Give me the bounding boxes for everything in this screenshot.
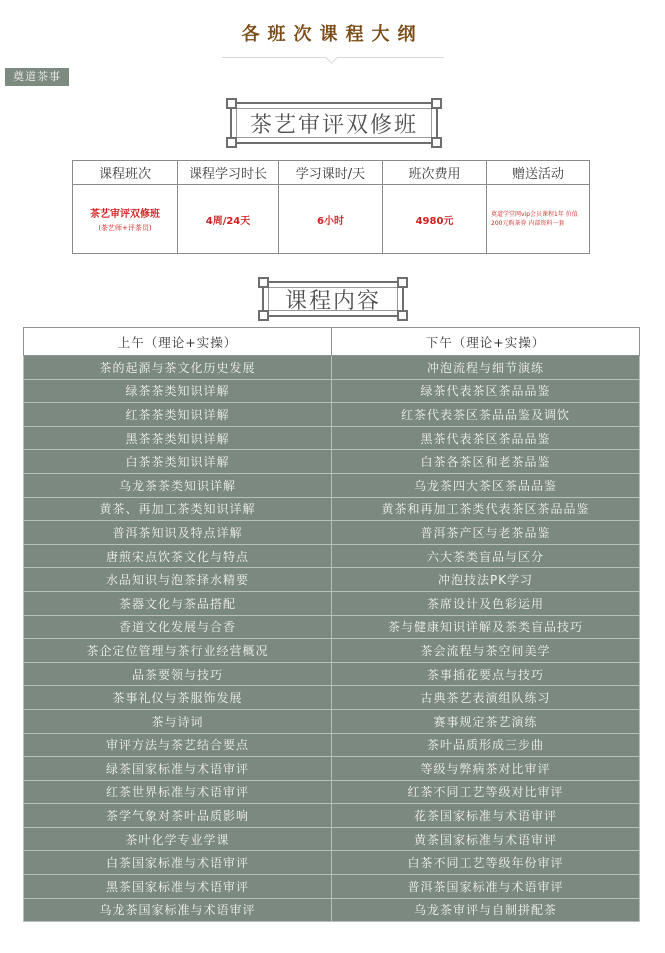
table-row	[24, 356, 640, 380]
title-divider	[222, 57, 444, 58]
class-summary-table	[72, 160, 590, 254]
col-header-duration: 课程学习时长	[178, 161, 279, 185]
cell-morning: 品茶要领与技巧	[24, 662, 332, 686]
cell-afternoon: 茶事插花要点与技巧	[332, 662, 640, 686]
cell-afternoon: 赛事规定茶艺演练	[332, 709, 640, 733]
table-row	[24, 591, 640, 615]
col-header-morning: 上午（理论+实操）	[24, 328, 332, 356]
cell-afternoon: 等级与弊病茶对比审评	[332, 757, 640, 781]
table-row	[24, 426, 640, 450]
table-row	[24, 639, 640, 663]
course-content-table	[23, 327, 640, 922]
table-row	[24, 757, 640, 781]
cell-morning: 乌龙茶茶类知识详解	[24, 473, 332, 497]
cell-afternoon: 普洱茶产区与老茶品鉴	[332, 521, 640, 545]
cell-morning: 茶与诗词	[24, 709, 332, 733]
cell-morning: 审评方法与茶艺结合要点	[24, 733, 332, 757]
cell-morning: 黑茶茶类知识详解	[24, 426, 332, 450]
cell-morning: 红茶茶类知识详解	[24, 403, 332, 427]
section-heading-content: 课程内容	[284, 288, 381, 314]
table-row	[24, 379, 640, 403]
cell-afternoon: 白茶各茶区和老茶品鉴	[332, 450, 640, 474]
section-heading-frame	[262, 281, 404, 317]
cell-afternoon: 茶席设计及色彩运用	[332, 591, 640, 615]
section-heading-frame	[230, 102, 438, 144]
summary-row	[73, 185, 590, 254]
table-row	[24, 568, 640, 592]
cell-afternoon: 花茶国家标准与术语审评	[332, 804, 640, 828]
table-row	[24, 804, 640, 828]
cell-morning: 水品知识与泡茶择水精要	[24, 568, 332, 592]
cell-morning: 唐煎宋点饮茶文化与特点	[24, 544, 332, 568]
cell-morning: 乌龙茶国家标准与术语审评	[24, 898, 332, 922]
cell-afternoon: 茶叶品质形成三步曲	[332, 733, 640, 757]
cell-morning: 茶的起源与茶文化历史发展	[24, 356, 332, 380]
course-header-row	[24, 328, 640, 356]
cell-morning: 普洱茶知识及特点详解	[24, 521, 332, 545]
cell-morning: 香道文化发展与合香	[24, 615, 332, 639]
cell-morning: 白茶国家标准与术语审评	[24, 851, 332, 875]
cell-morning: 白茶茶类知识详解	[24, 450, 332, 474]
cell-morning: 茶学气象对茶叶品质影响	[24, 804, 332, 828]
cell-afternoon: 黄茶和再加工茶类代表茶区茶品品鉴	[332, 497, 640, 521]
class-name-sub: (茶艺师+评茶员)	[98, 224, 152, 232]
cell-afternoon: 冲泡技法PK学习	[332, 568, 640, 592]
table-row	[24, 662, 640, 686]
table-row	[24, 497, 640, 521]
cell-afternoon: 黄茶国家标准与术语审评	[332, 827, 640, 851]
cell-afternoon: 乌龙茶四大茶区茶品品鉴	[332, 473, 640, 497]
table-row	[24, 827, 640, 851]
table-row	[24, 686, 640, 710]
cell-afternoon: 普洱茶国家标准与术语审评	[332, 875, 640, 899]
table-row	[24, 733, 640, 757]
cell-morning: 茶器文化与茶品搭配	[24, 591, 332, 615]
col-header-afternoon: 下午（理论+实操）	[332, 328, 640, 356]
table-row	[24, 875, 640, 899]
table-row	[24, 544, 640, 568]
cell-afternoon: 古典茶艺表演组队练习	[332, 686, 640, 710]
cell-afternoon: 黑茶代表茶区茶品品鉴	[332, 426, 640, 450]
cell-afternoon: 红茶不同工艺等级对比审评	[332, 780, 640, 804]
cell-morning: 茶企定位管理与茶行业经营概况	[24, 639, 332, 663]
cell-class-name	[73, 185, 178, 254]
cell-afternoon: 红茶代表茶区茶品品鉴及调饮	[332, 403, 640, 427]
summary-header-row	[73, 161, 590, 185]
cell-morning: 茶叶化学专业学课	[24, 827, 332, 851]
cell-morning: 红茶世界标准与术语审评	[24, 780, 332, 804]
cell-afternoon: 白茶不同工艺等级年份审评	[332, 851, 640, 875]
cell-afternoon: 茶会流程与茶空间美学	[332, 639, 640, 663]
cell-afternoon: 绿茶代表茶区茶品品鉴	[332, 379, 640, 403]
col-header-class: 课程班次	[73, 161, 178, 185]
table-row	[24, 780, 640, 804]
cell-morning: 绿茶国家标准与术语审评	[24, 757, 332, 781]
course-rows	[24, 356, 640, 922]
section-heading-class: 茶艺审评双修班	[249, 112, 418, 138]
table-row	[24, 403, 640, 427]
cell-morning: 茶事礼仪与茶服饰发展	[24, 686, 332, 710]
cell-morning: 黄茶、再加工茶类知识详解	[24, 497, 332, 521]
cell-hours: 6小时	[279, 185, 383, 254]
col-header-gift: 赠送活动	[487, 161, 590, 185]
col-header-hours: 学习课时/天	[279, 161, 383, 185]
table-row	[24, 473, 640, 497]
cell-gift: 奠道学堂网vip会员课程1年 价值200元购茶券 内部资料一套	[487, 185, 590, 254]
cell-duration: 4周/24天	[178, 185, 279, 254]
table-row	[24, 615, 640, 639]
cell-afternoon: 茶与健康知识详解及茶类盲品技巧	[332, 615, 640, 639]
cell-fee: 4980元	[383, 185, 487, 254]
table-row	[24, 450, 640, 474]
cell-afternoon: 乌龙茶审评与自制拼配茶	[332, 898, 640, 922]
table-row	[24, 709, 640, 733]
page-title: 各班次课程大纲	[241, 24, 424, 45]
brand-logo: 奠道茶事	[5, 68, 69, 86]
table-row	[24, 851, 640, 875]
table-row	[24, 521, 640, 545]
cell-morning: 绿茶茶类知识详解	[24, 379, 332, 403]
class-name: 茶艺审评双修班	[90, 209, 160, 220]
col-header-fee: 班次费用	[383, 161, 487, 185]
table-row	[24, 898, 640, 922]
cell-afternoon: 冲泡流程与细节演练	[332, 356, 640, 380]
cell-afternoon: 六大茶类盲品与区分	[332, 544, 640, 568]
cell-morning: 黑茶国家标准与术语审评	[24, 875, 332, 899]
